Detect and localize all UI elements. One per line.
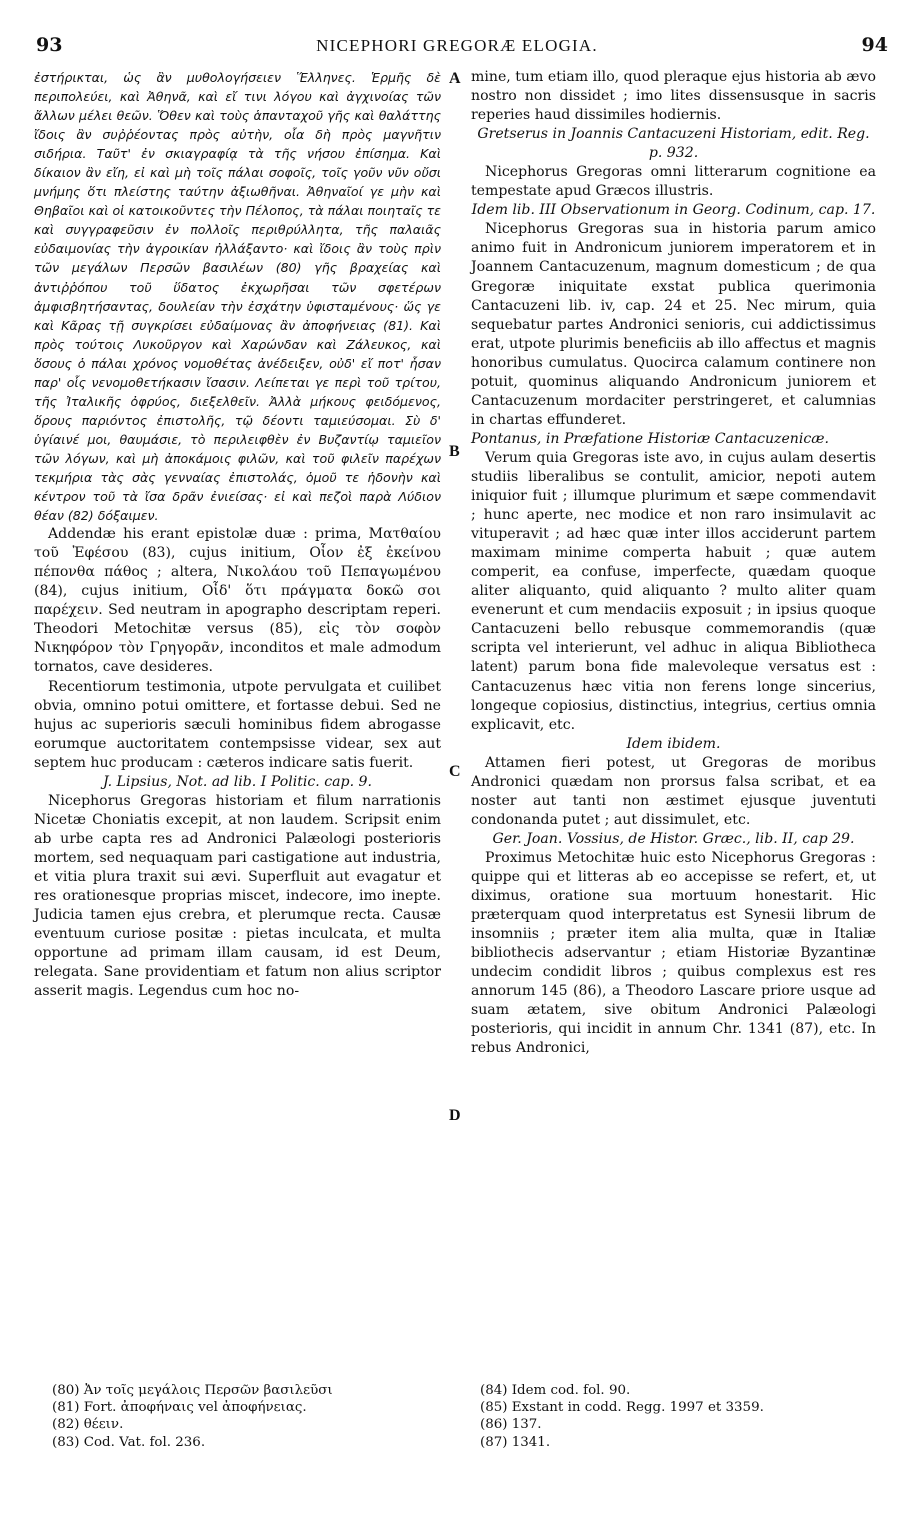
margin-letter-b: B: [449, 443, 460, 460]
footnote-82: (82) θέειν.: [52, 1417, 124, 1433]
footnote-86: (86) 137.: [480, 1417, 542, 1433]
lipsius-paragraph: Nicephorus Gregoras historiam et filum narrationis Nicetæ Choniatis excepit, at non laudem. Scripsit enim ab urbe capta res ad Andronici Palæologi posterioris mortem, sed nequaquam pari castigatione aut industria, et vitia plura traxit sui ævi. Superfluit aut evagatur et res orationesque proprias miscet, indecore, imo inepte. Judicia tamen ejus crebra, et plerumque recta. Causæ eventuum curiose positæ : pietas inculcata, et multa opportune ad primam illam causam, id est Deum, relegata. Sane providentiam et fatum non alius scriptor asserit magis. Legendus cum hoc no-: [34, 792, 441, 1000]
idem-observationum-paragraph: Nicephorus Gregoras sua in historia parum amico animo fuit in Andronicum juniorem imperatorem et in Joannem Cantacuzenum, magnum domesticum ; de qua Gregoræ iniquitate exstat publica querimonia Cantacuzeni lib. iv, cap. 24 et 25. Nec mirum, quia sequebatur partes Andronici senioris, cui addictissimus erat, utpote plurimis beneficiis ab illo affectus et magnis honoribus cumulatus. Quocirca calamum continere non potuit, quominus aliquando Andronicum juniorem et Cantacuzenum mordaciter perstringeret, et calumnias in chartas effunderet.: [471, 221, 876, 428]
recentiorum-paragraph: Recentiorum testimonia, utpote pervulgata et cuilibet obvia, omnino potui omittere, et fortasse debui. Sed ne hujus ac superioris sæculi hominibus fidem abrogasse eorumque auctoritatem contempsisse videar, sex aut septem huc producam : cæteros indicare satis fuerit.: [34, 678, 441, 771]
page-number-right: 94: [861, 34, 888, 56]
gretser-paragraph: Nicephorus Gregoras omni litterarum cognitione ea tempestate apud Græcos illustris.: [471, 164, 876, 200]
footnotes-right: [480, 1382, 880, 1451]
margin-letter-c: C: [449, 763, 461, 780]
vossius-citation: Ger. Joan. Vossius, de Histor. Græc., lib. II, cap 29.: [492, 830, 855, 847]
idem-ibidem-citation: Idem ibidem.: [626, 735, 721, 752]
addendae-paragraph: Addendæ his erant epistolæ duæ : prima, Ματθαίου τοῦ Ἐφέσου (83), cujus initium, Οἷον ἐξ ἐκείνου πέπονθα πάθος ; altera, Νικολάου τοῦ Πεπαγωμένου (84), cujus initium, Οἶδ' ὅτι πράγματα δοκῶ σοι παρέχειν. Sed neutram in apographo descriptam reperi. Theodori Metochitæ versus (85), εἰς τὸν σοφὸν Νικηφόρον τὸν Γρηγορᾶν, inconditos et male admodum tornatos, cave desideres.: [34, 526, 441, 676]
footnote-83: (83) Cod. Vat. fol. 236.: [52, 1434, 206, 1450]
footnotes-left: [52, 1382, 442, 1451]
footnote-84: (84) Idem cod. fol. 90.: [480, 1383, 631, 1398]
footnote-85: (85) Exstant in codd. Regg. 1997 et 3359.: [480, 1400, 764, 1416]
pontanus-citation: Pontanus, in Præfatione Historiæ Cantacuzenicæ.: [471, 430, 830, 447]
gretser-citation: Gretserus in Joannis Cantacuzeni Historiam, edit. Reg. p. 932.: [477, 126, 870, 162]
right-column: [471, 68, 876, 1058]
continuation-paragraph: mine, tum etiam illo, quod pleraque ejus historia ab ævo nostro non dissidet ; imo lites dissensusque in sacris reperies haud dissimiles hodiernis.: [471, 69, 876, 124]
margin-letter-a: A: [449, 70, 461, 87]
running-header: [0, 34, 914, 62]
footnote-80: (80) Ἀν τοῖς μεγάλοις Περσῶν βασιλεῦσι: [52, 1383, 333, 1398]
greek-epistle-text: ἐστήρικται, ὡς ἂν μυθολογήσειεν Ἕλληνες. Ἑρμῆς δὲ περιπολεύει, καὶ Ἀθηνᾶ, καὶ εἴ τινι λόγου καὶ ἀγχινοίας τῶν ἄλλων μέλει θεῶν. Ὅθεν καὶ τοὺς ἁπανταχοῦ γῆς καὶ θαλάττης ἴδοις ἂν συῤῥέοντας πρὸς αὐτὴν, οἷα δὴ πρὸς μαγνῆτιν σιδήρια. Ταῦτ' ἐν σκιαγραφίᾳ τὰ τῆς νήσου ἐπίσημα. Καὶ δίκαιον ἂν εἴη, εἰ καὶ μὴ τοῖς πάλαι σοφοῖς, τοῖς γοῦν νῦν οὔσι μνήμης ὅτι πλείστης ταύτην ἀξιωθῆναι. Ἀθηναῖοί γε μὴν καὶ Θηβαῖοι καὶ οἱ κατοικοῦντες τὴν Πέλοπος, τὰ πάλαι ποιηταῖς τε καὶ συγγραφεῦσιν ἐν πολλοῖς περιθρύλλητα, τῆς παλαιᾶς εὐδαιμονίας τὴν ἀγροικίαν ἠλλάξαντο· καὶ ἴδοις ἂν τοὺς πρὶν τῶν μεγάλων Περσῶν βασιλέων (80) γῆς βραχείας καὶ ἀντιῤῥόπου τοῦ ὕδατος ἐκχωρῆσαι τῶν σφετέρων ἀμφισβητήσαντας, δουλείαν τὴν ἐσχάτην ὑφισταμένους· ὥς γε καὶ Κᾶρας τῇ συγκρίσει εὐδαίμονας ἂν ἀποφήνειας (81). Καὶ πρὸς τούτοις Λυκοῦργον καὶ Χαρώνδαν καὶ Ζάλευκος, καὶ ὅσους ὁ πάλαι χρόνος νομοθέτας ἀνέδειξεν, οὐδ' εἴ ποτ' ἦσαν παρ' οἷς νενομοθετήκασιν ἴσασιν. Λείπεται γε περὶ τοῦ τρίτου, τῆς Ἰταλικῆς ὀφρύος, διεξελθεῖν. Ἀλλὰ μήκους φειδόμενος, ὅρους παριόντος ἐπιστολῆς, τῷ δέοντι ταμιεύσομαι. Σὺ δ' ὑγίαινέ μοι, θαυμάσιε, τὸ περιλειφθὲν ἐν Βυζαντίῳ ταμιεῖον τῶν λόγων, καὶ μὴ ἀποκάμοις φιλῶν, καὶ τοῦ φιλεῖν παρέχων τεκμήρια τὰς σὰς γενναίας ἐπιστολάς, ὁμοῦ τε ἡδονὴν καὶ κέντρον τοῦ τὰ ἴσα δρᾶν ἐνιείσας· εἰ καὶ πεζοὶ παρὰ Λύδιον θέαν (82) δόξαιμεν.: [34, 70, 441, 524]
idem-ibidem-paragraph: Attamen fieri potest, ut Gregoras de moribus Andronici quædam non prorsus falsa scribat, et ea noster aut tanti non æstimet ejusque juventuti condonanda putet ; aut dissimulet, etc.: [471, 754, 876, 828]
footnote-81: (81) Fort. ἀποφήναις vel ἀποφήνειας.: [52, 1400, 307, 1416]
margin-letter-d: D: [449, 1107, 461, 1124]
page-number-left: 93: [36, 34, 63, 56]
lipsius-citation: J. Lipsius, Not. ad lib. I Politic. cap. 9.: [103, 773, 372, 790]
pontanus-paragraph: Verum quia Gregoras iste avo, in cujus aulam desertis studiis liberalibus se contulit, amicior, nepoti autem iniquior fuit ; illumque plurimum et sæpe commendavit ; hunc aperte, nec modice et non raro insimulavit ac vituperavit ; ad hæc quæ inter illos acciderunt partem maximam minime comperta habuit ; quæ autem comperit, ea confuse, imperfecte, quædam quoque aliter aliquanto, quid aliquanto ? multo aliter quam evenerunt et cum mendaciis exposuit ; in ipsius quoque Cantacuzeni bello rebusque commemorandis (quæ scripta vel interierunt, vel adhuc in aliqua Bibliotheca latent) parum bona fide malevoleque versatus est : Cantacuzenus hæc vitia non ferens longe sincerius, longeque copiosius, distinctius, integrius, certius omnia explicavit, etc.: [471, 449, 876, 733]
running-title: NICEPHORI GREGORÆ ELOGIA.: [316, 36, 598, 55]
vossius-paragraph: Proximus Metochitæ huic esto Nicephorus Gregoras : quippe qui et litteras ab eo accepisse se refert, et, ut diximus, oratione sua mortuum honestarit. Hic præterquam quod interpretatus est Synesii librum de insomniis ; præter item alia multa, quæ in Italiæ bibliothecis adservantur ; etiam Historiæ Byzantinæ undecim condidit libros ; quibus complexus est res annorum 145 (86), a Theodoro Lascare priore usque ad suam ætatem, sive obitum Andronici Palæologi posterioris, qui incidit in annum Chr. 1341 (87), etc. In rebus Andronici,: [471, 849, 876, 1057]
idem-observationum-citation: Idem lib. III Observationum in Georg. Codinum, cap. 17.: [471, 202, 876, 219]
footnote-87: (87) 1341.: [480, 1434, 551, 1450]
left-column: [34, 68, 441, 1001]
